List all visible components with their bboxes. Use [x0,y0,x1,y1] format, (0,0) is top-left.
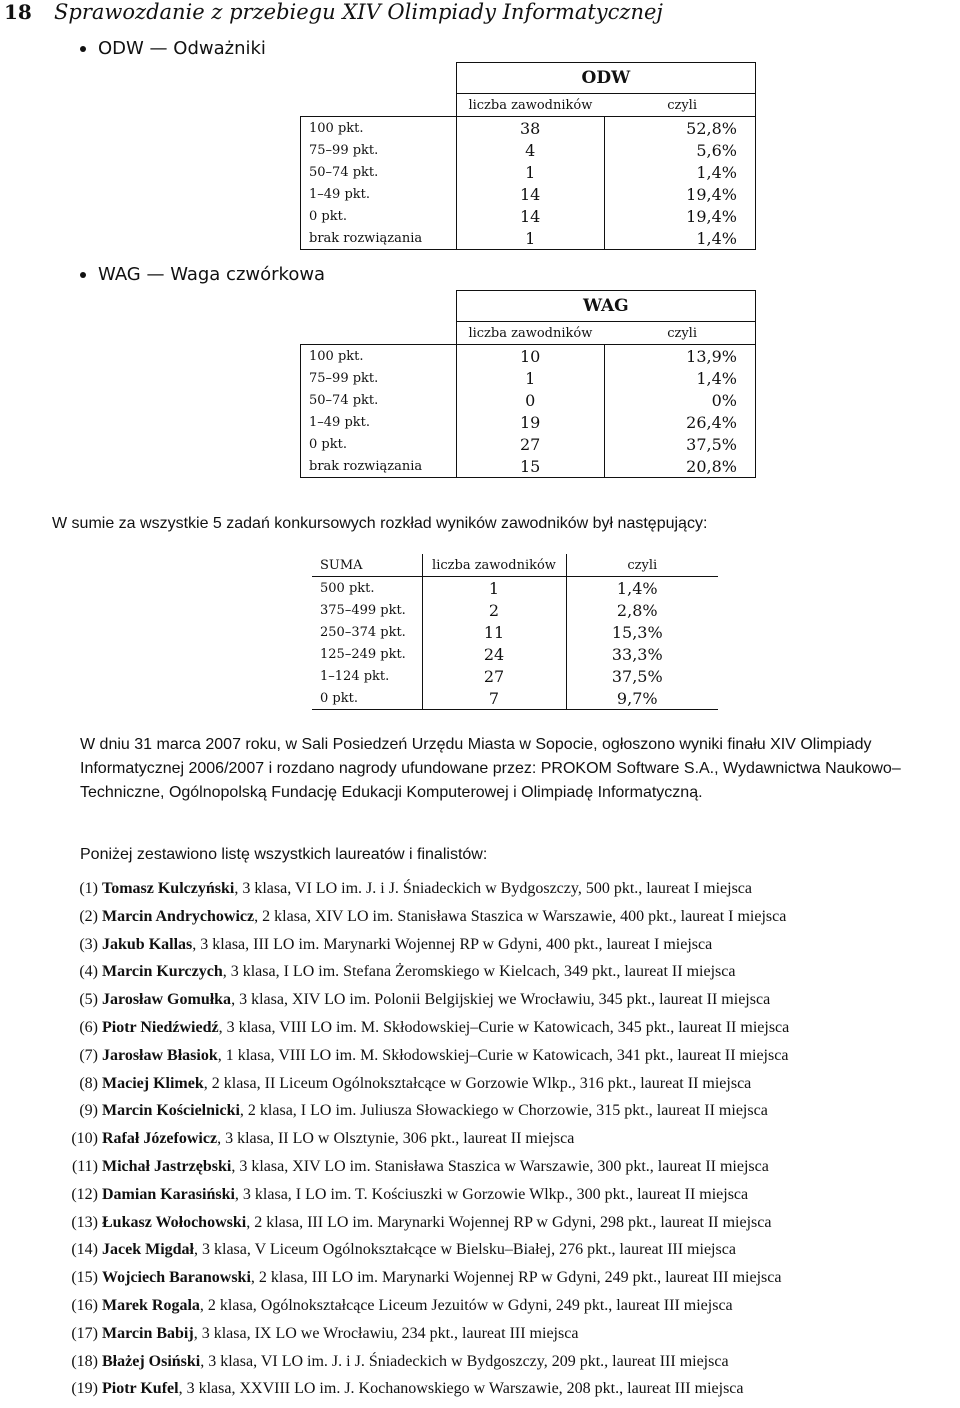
laureate-index: (16) [71,1296,98,1314]
suma-row-count: 27 [422,665,566,687]
odw-row [301,183,756,205]
bullet-odw [80,38,266,59]
odw-row-count: 14 [456,183,604,205]
laureate-index: (17) [71,1324,98,1342]
suma-row-pct: 1,4% [616,578,658,598]
laureate-name: Jakub Kallas [102,935,193,953]
laureate-item [52,904,952,932]
laureate-item [52,1098,952,1126]
laureate-details: , 2 klasa, II Liceum Ogólnokształcące w Gorzowie Wlkp., 316 pkt., laureat II miejsca [203,1074,752,1092]
odw-row-label: 50–74 pkt. [301,161,457,183]
laureate-index: (11) [71,1157,98,1175]
suma-row-label: 0 pkt. [312,687,422,710]
laureate-details: , 3 klasa, VI LO im. J. i J. Śniadeckich w Bydgoszczy, 500 pkt., laureat I miejsca [234,880,752,897]
laureate-item [52,876,952,904]
running-title: Sprawozdanie z przebiegu XIV Olimpiady Informatycznej [54,0,663,24]
wag-row-pct: 13,9% [604,345,755,368]
laureate-item [52,987,952,1015]
wag-row-pct: 1,4% [604,367,755,389]
odw-row-pct: 19,4% [604,183,755,205]
odw-row-label: 1–49 pkt. [301,183,457,205]
wag-row-pct: 0% [604,389,755,411]
suma-row [312,665,718,687]
page-header [0,0,960,28]
laureate-index: (8) [79,1074,98,1092]
laureate-name: Wojciech Baranowski [102,1269,251,1287]
laureate-item [52,1349,952,1377]
laureate-name: Jarosław Gomułka [102,991,232,1009]
wag-row-count: 15 [456,455,604,478]
laureate-name: Damian Karasiński [102,1185,235,1203]
laureate-details: , 3 klasa, IX LO we Wrocławiu, 234 pkt., laureat III miejsca [193,1324,579,1342]
suma-row-label: 250–374 pkt. [312,621,422,643]
laureate-index: (1) [79,880,98,897]
wag-row-count: 10 [456,345,604,368]
laureate-name: Marcin Kurczych [102,963,223,981]
odw-row-count: 1 [456,227,604,250]
laureate-item [52,1237,952,1265]
odw-row-count: 14 [456,205,604,227]
bullet-wag [80,264,325,285]
wag-row-label: 75–99 pkt. [301,367,457,389]
wag-row-pct: 26,4% [604,411,755,433]
laureate-details: , 2 klasa, III LO im. Marynarki Wojennej RP w Gdyni, 298 pkt., laureat II miejsca [246,1213,772,1231]
wag-row [301,455,756,478]
odw-table-title: ODW [456,63,755,94]
bullet-odw-label: ODW — Odważniki [98,38,266,59]
laureate-index: (10) [71,1130,98,1148]
laureate-item [52,959,952,987]
laureate-item [52,932,952,960]
odw-row-count: 4 [456,139,604,161]
bullet-wag-label: WAG — Waga czwórkowa [98,264,326,285]
laureate-details: , 3 klasa, I LO im. T. Kościuszki w Gorzowie Wlkp., 300 pkt., laureat II miejsca [234,1185,749,1203]
wag-row-pct: 37,5% [604,433,755,455]
laureate-index: (4) [79,963,98,981]
wag-row [301,345,756,368]
laureate-index: (15) [71,1269,98,1287]
odw-col-pct: czyli [604,94,755,117]
laureate-details: , 3 klasa, I LO im. Stefana Żeromskiego w Kielcach, 349 pkt., laureat II miejsca [222,963,736,981]
wag-row-label: 50–74 pkt. [301,389,457,411]
wag-row-count: 1 [456,367,604,389]
laureate-item [52,1154,952,1182]
laureate-name: Michał Jastrzębski [102,1157,232,1175]
odw-row [301,161,756,183]
wag-row-label: brak rozwiązania [301,455,457,478]
laureate-name: Maciej Klimek [102,1074,204,1092]
suma-row-pct: 9,7% [566,687,718,710]
wag-row-pct: 20,8% [604,455,755,478]
wag-row-count: 19 [456,411,604,433]
suma-row-pct: 37,5% [611,666,663,686]
laureate-name: Marcin Andrychowicz [102,907,255,925]
odw-col-count: liczba zawodników [456,94,604,117]
laureate-name: Tomasz Kulczyński [102,880,235,897]
laureate-index: (5) [79,991,98,1009]
laureates-list [52,876,952,1404]
suma-table [312,554,718,710]
suma-row-count: 24 [422,643,566,665]
odw-row-pct: 1,4% [604,161,755,183]
list-intro: Poniżej zestawiono listę wszystkich laureatów i finalistów: [80,846,488,863]
wag-row [301,411,756,433]
wag-table-title: WAG [456,291,755,322]
suma-row [312,643,718,665]
suma-row [312,687,718,710]
odw-row-count: 1 [456,161,604,183]
page-number: 18 [4,0,32,24]
wag-row-label: 1–49 pkt. [301,411,457,433]
wag-row-label: 100 pkt. [301,345,457,368]
laureate-index: (13) [71,1213,98,1231]
laureate-details: , 3 klasa, V Liceum Ogólnokształcące w Bielsku–Białej, 276 pkt., laureat III miejsca [194,1241,736,1259]
laureate-index: (2) [79,907,98,925]
laureate-item [52,1071,952,1099]
laureate-details: , 1 klasa, VIII LO im. M. Skłodowskiej–Curie w Katowicach, 341 pkt., laureat II miejsca [217,1046,789,1064]
laureate-details: , 2 klasa, XIV LO im. Stanisława Staszica w Warszawie, 400 pkt., laureat I miejsca [254,907,787,925]
wag-row [301,433,756,455]
suma-row-pct: 15,3% [611,622,663,642]
laureate-details: , 3 klasa, XXVIII LO im. J. Kochanowskiego w Warszawie, 208 pkt., laureat III miejsca [178,1380,744,1398]
suma-row-label: 500 pkt. [312,577,422,600]
laureate-index: (14) [71,1241,98,1259]
laureate-item [52,1293,952,1321]
suma-row-count: 2 [422,599,566,621]
odw-row-label: 100 pkt. [301,117,457,140]
suma-row [312,621,718,643]
odw-row [301,117,756,140]
wag-col-count: liczba zawodników [456,322,604,345]
laureate-name: Jacek Migdał [102,1241,194,1259]
laureate-details: , 3 klasa, VIII LO im. M. Skłodowskiej–Curie w Katowicach, 345 pkt., laureat II miejsca [218,1018,790,1036]
odw-row [301,205,756,227]
laureate-details: , 2 klasa, I LO im. Juliusza Słowackiego w Chorzowie, 315 pkt., laureat II miejsca [239,1102,768,1120]
bullet-dot-icon [80,46,86,52]
laureate-name: Marek Rogala [102,1296,200,1314]
laureate-name: Piotr Niedźwiedź [102,1018,219,1036]
laureate-index: (18) [71,1352,98,1370]
suma-col-pct: czyli [566,554,718,577]
laureate-details: , 3 klasa, XIV LO im. Polonii Belgijskiej we Wrocławiu, 345 pkt., laureat II miejsca [231,991,771,1009]
odw-row [301,227,756,250]
wag-row [301,367,756,389]
suma-row-count: 1 [422,577,566,600]
wag-row-count: 27 [456,433,604,455]
odw-row-pct: 52,8% [604,117,755,140]
laureate-name: Marcin Kościelnicki [102,1102,240,1120]
laureate-item [52,1043,952,1071]
suma-row [312,599,718,621]
odw-row-label: brak rozwiązania [301,227,457,250]
laureate-details: , 3 klasa, XIV LO im. Stanisława Staszica w Warszawie, 300 pkt., laureat II miejsca [231,1157,769,1175]
suma-col-count: liczba zawodników [422,554,566,577]
odw-row [301,139,756,161]
laureate-index: (6) [79,1018,98,1036]
laureate-index: (12) [71,1185,98,1203]
odw-row-label: 0 pkt. [301,205,457,227]
laureate-details: , 2 klasa, III LO im. Marynarki Wojennej RP w Gdyni, 249 pkt., laureat III miejsca [250,1269,782,1287]
laureate-index: (7) [79,1046,98,1064]
wag-row-label: 0 pkt. [301,433,457,455]
wag-table [300,290,756,478]
laureate-item [52,1321,952,1349]
laureate-details: , 3 klasa, VI LO im. J. i J. Śniadeckich w Bydgoszczy, 209 pkt., laureat III miejsca [200,1352,729,1370]
laureate-name: Łukasz Wołochowski [102,1213,247,1231]
laureate-details: , 2 klasa, Ogólnokształcące Liceum Jezuitów w Gdyni, 249 pkt., laureat III miejsca [199,1296,733,1314]
suma-row-label: 1–124 pkt. [312,665,422,687]
laureate-name: Rafał Józefowicz [102,1130,218,1148]
laureate-name: Piotr Kufel [102,1380,179,1398]
suma-row-count: 11 [422,621,566,643]
wag-row-count: 0 [456,389,604,411]
bullet-dot-icon [80,272,86,278]
ceremony-paragraph: W dniu 31 marca 2007 roku, w Sali Posiedzeń Urzędu Miasta w Sopocie, ogłoszono wyniki finału XIV Olimpiady Informatycznej 2006/2007 i rozdano nagrody ufundowane przez: PROKOM Software S.A., Wydawnictwa Naukowo–Techniczne, Ogólnopolską Fundację Edukacji Komputerowej i Olimpiadę Informatyczną. [80,736,901,801]
odw-row-pct: 19,4% [604,205,755,227]
odw-row-label: 75–99 pkt. [301,139,457,161]
laureate-name: Marcin Babij [102,1324,194,1342]
suma-row-label: 125–249 pkt. [312,643,422,665]
suma-row-pct: 2,8% [616,600,658,620]
wag-col-pct: czyli [604,322,755,345]
odw-table [300,62,756,250]
laureate-name: Jarosław Błasiok [102,1046,218,1064]
suma-row-pct: 33,3% [611,644,663,664]
laureate-item [52,1210,952,1238]
laureate-name: Błażej Osiński [102,1352,201,1370]
laureate-item [52,1182,952,1210]
suma-col-label: SUMA [312,554,422,577]
laureate-item [52,1376,952,1404]
suma-row-label: 375–499 pkt. [312,599,422,621]
laureate-details: , 3 klasa, III LO im. Marynarki Wojennej RP w Gdyni, 400 pkt., laureat I miejsca [192,935,713,953]
laureate-details: , 3 klasa, II LO w Olsztynie, 306 pkt., laureat II miejsca [217,1130,575,1148]
summary-intro: W sumie za wszystkie 5 zadań konkursowych rozkład wyników zawodników był następujący: [52,515,708,532]
laureate-item [52,1015,952,1043]
wag-row [301,389,756,411]
odw-row-count: 38 [456,117,604,140]
odw-row-pct: 5,6% [604,139,755,161]
suma-row-count: 7 [422,687,566,710]
suma-row [312,577,718,600]
laureate-item [52,1265,952,1293]
odw-row-pct: 1,4% [604,227,755,250]
laureate-index: (19) [71,1380,98,1398]
laureate-index: (3) [79,935,98,953]
laureate-index: (9) [79,1102,98,1120]
laureate-item [52,1126,952,1154]
